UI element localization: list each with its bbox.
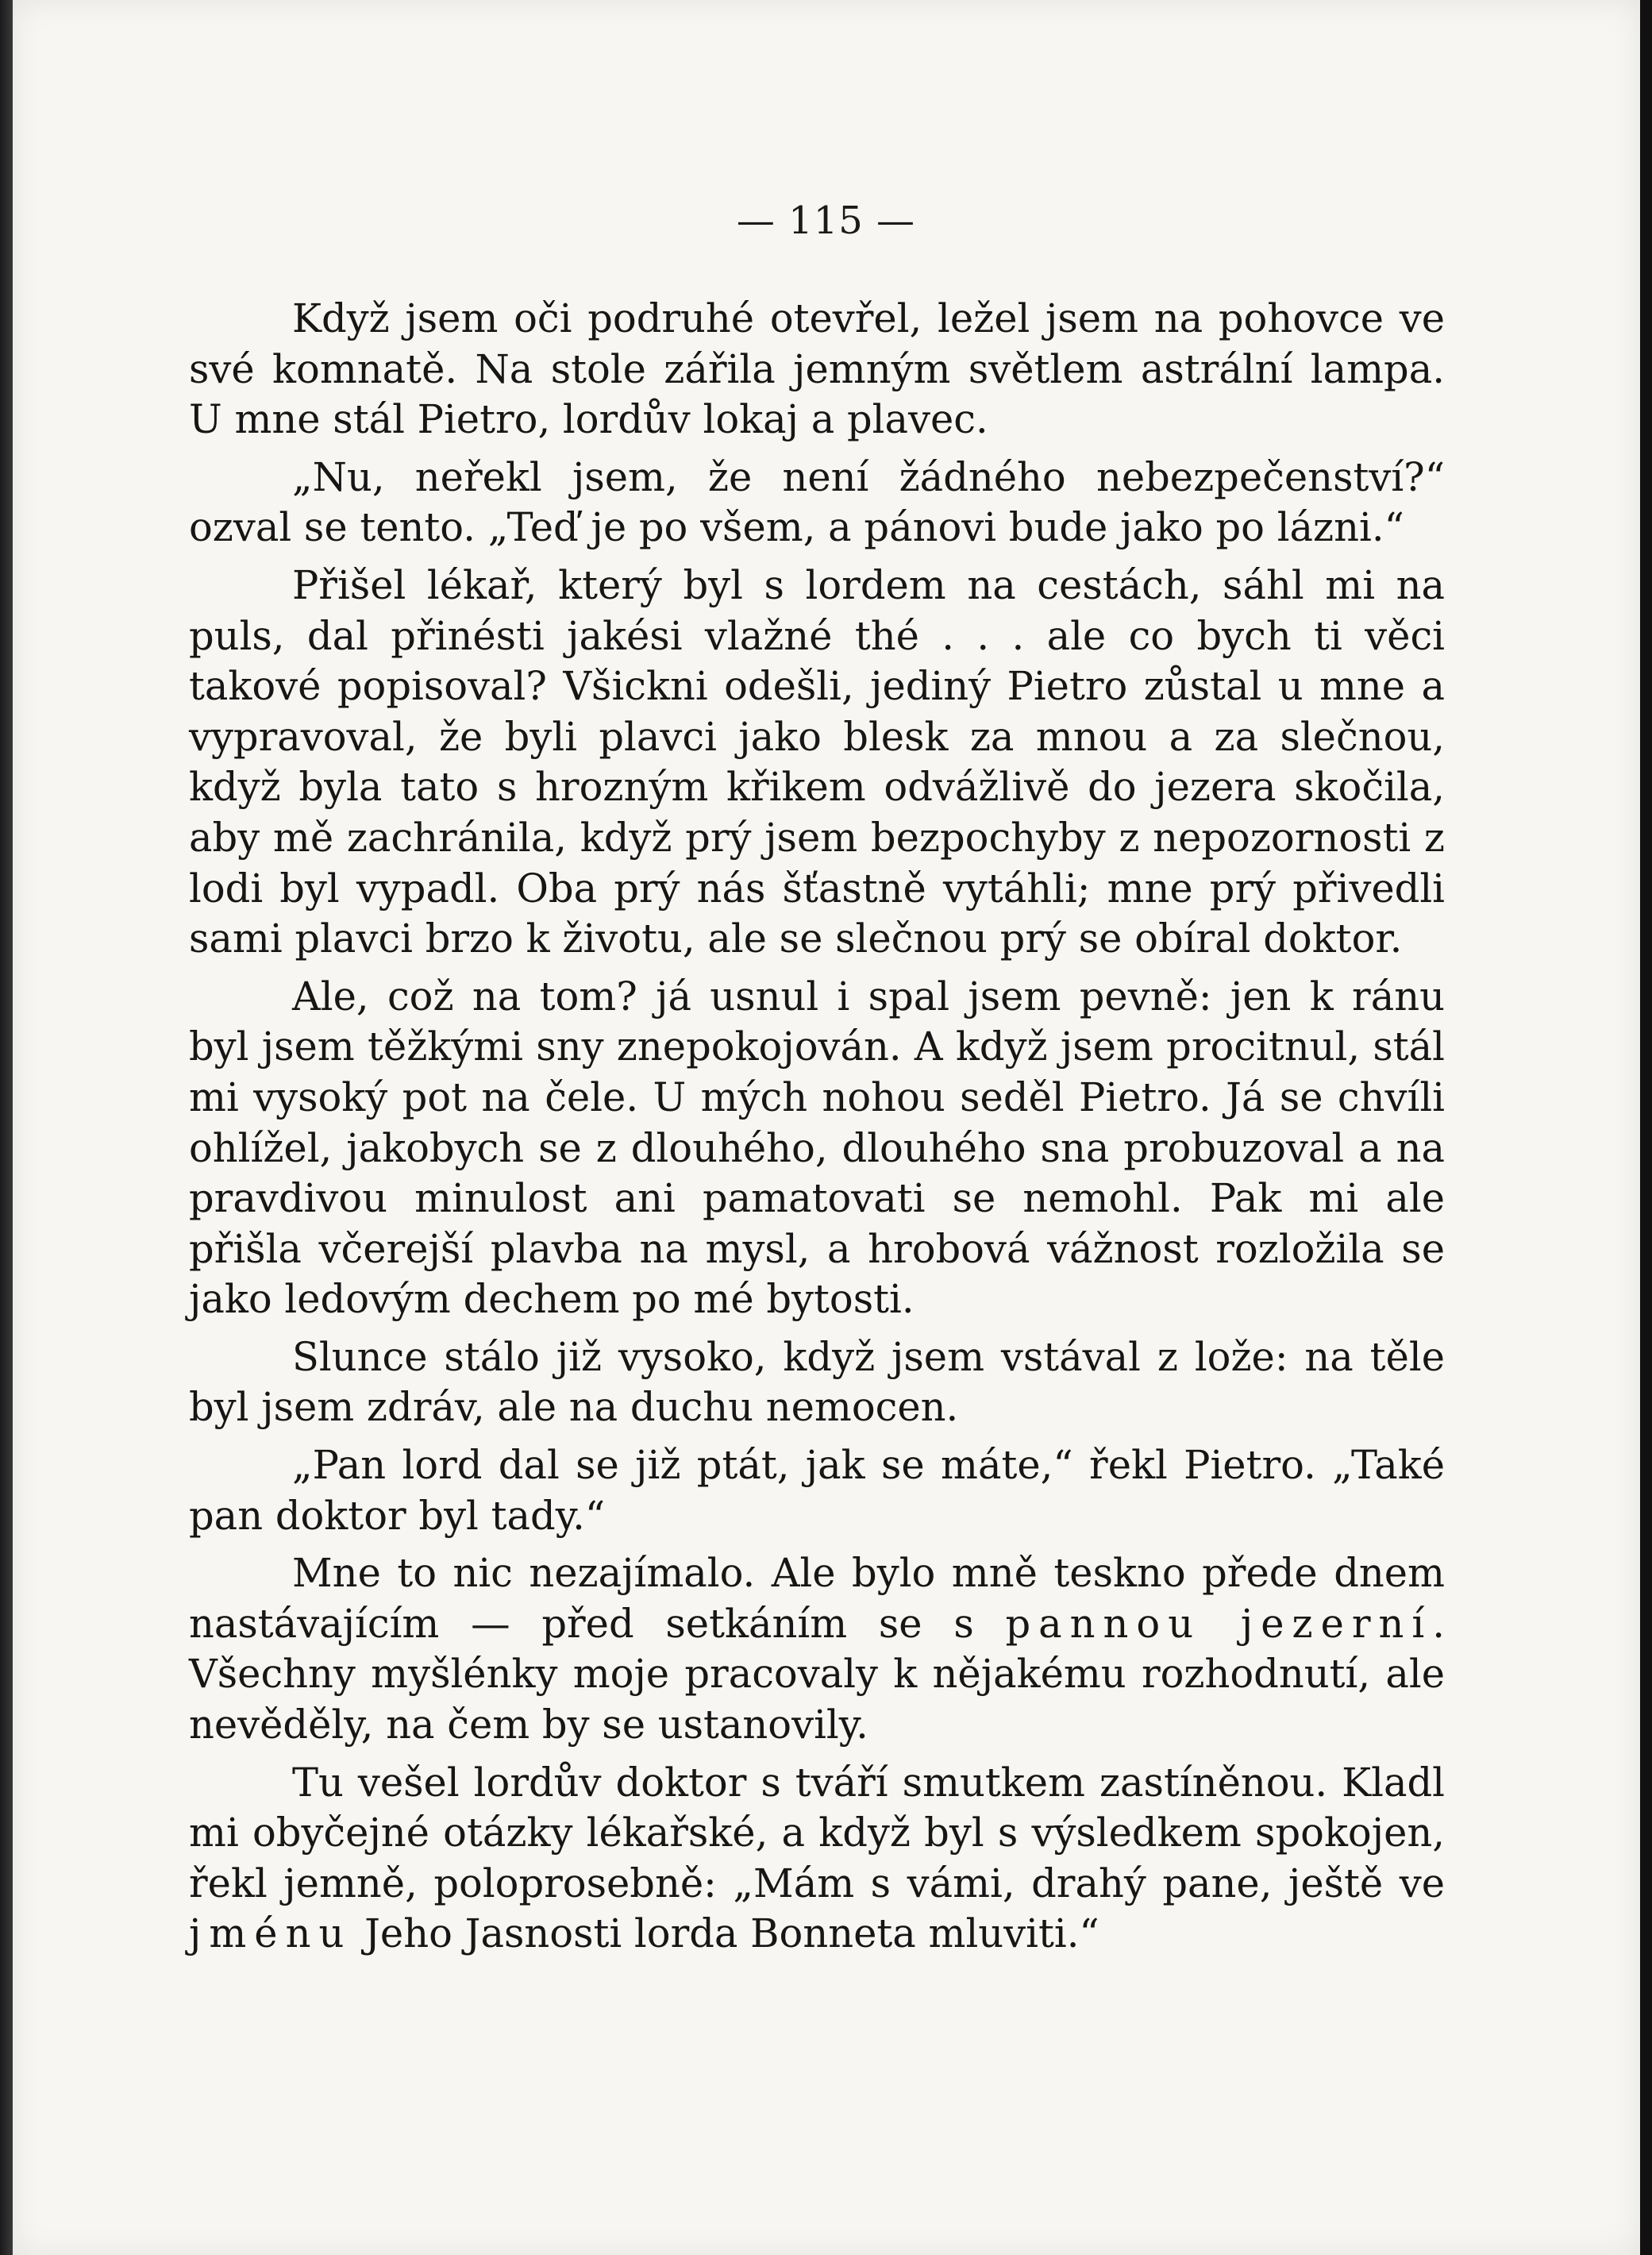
paragraph-5: Slunce stálo již vysoko, když jsem vstával z lože: na těle byl jsem zdráv, ale na duchu nemocen. [189, 1333, 1445, 1431]
paragraph-3: Přišel lékař, který byl s lordem na cestách, sáhl mi na puls, dal přinésti jakési vlažné thé . . . ale co bych ti věci takové popisoval? Všickni odešli, jediný Pietro zůstal u mne a vypravoval, že byli plavci jako blesk za mnou a za slečnou, když byla tato s hrozným křikem odvážlivě do jezera skočila, aby mě zachránila, když prý jsem bezpochyby z nepozornosti z lodi byl vypadl. Oba prý nás šťastně vytáhli; mne prý přivedli sami plavci brzo k životu, ale se slečnou prý se obíral doktor. [189, 561, 1445, 962]
paragraph-2: „Nu, neřekl jsem, že není žádného nebezpečenství?“ ozval se tento. „Teď je po všem, a pánovi bude jako po lázni.“ [189, 453, 1445, 551]
paragraph-8-before: Tu vešel lordův doktor s tváří smutkem zastíněnou. Kladl mi obyčejné otázky lékařské, a když byl s výsledkem spokojen, řekl jemně, poloprosebně: „Mám s vámi, drahý pane, ještě ve [189, 1759, 1445, 1906]
paragraph-8-spaced: jménu [189, 1910, 352, 1957]
paragraph-8 [189, 1758, 1445, 1960]
paragraph-6: „Pan lord dal se již ptát, jak se máte,“ řekl Pietro. „Také pan doktor byl tady.“ [189, 1442, 1445, 1539]
page-number: — 115 — [736, 199, 916, 243]
paragraph-7-before: Mne to nic nezajímalo. Ale bylo mně teskno přede dnem nastávajícím — před setkáním se s [189, 1550, 1445, 1647]
body-text [189, 294, 1445, 1967]
scan-left-edge [0, 0, 13, 2255]
paragraph-7-after: . Všechny myšlénky moje pracovaly k nějakému rozhodnutí, ale nevěděly, na čem by se ustanovily. [189, 1600, 1445, 1748]
paragraph-7 [189, 1548, 1445, 1750]
scan-right-edge [1640, 0, 1652, 2255]
paragraph-8-after: Jeho Jasnosti lorda Bonneta mluviti.“ [352, 1910, 1099, 1957]
paragraph-1: Když jsem oči podruhé otevřel, ležel jsem na pohovce ve své komnatě. Na stole zářila jemným světlem astrální lampa. U mne stál Pietro, lordův lokaj a plavec. [189, 295, 1445, 443]
paragraph-4: Ale, což na tom? já usnul i spal jsem pevně: jen k ránu byl jsem těžkými sny znepokojován. A když jsem procitnul, stál mi vysoký pot na čele. U mých nohou seděl Pietro. Já se chvíli ohlížel, jakobych se z dlouhého, dlouhého sna probuzoval a na pravdivou minulost ani pamatovati se nemohl. Pak mi ale přišla včerejší plavba na mysl, a hrobová vážnost rozložila se jako ledovým dechem po mé bytosti. [189, 973, 1445, 1323]
paragraph-7-spaced: pannou jezerní [1005, 1600, 1433, 1647]
